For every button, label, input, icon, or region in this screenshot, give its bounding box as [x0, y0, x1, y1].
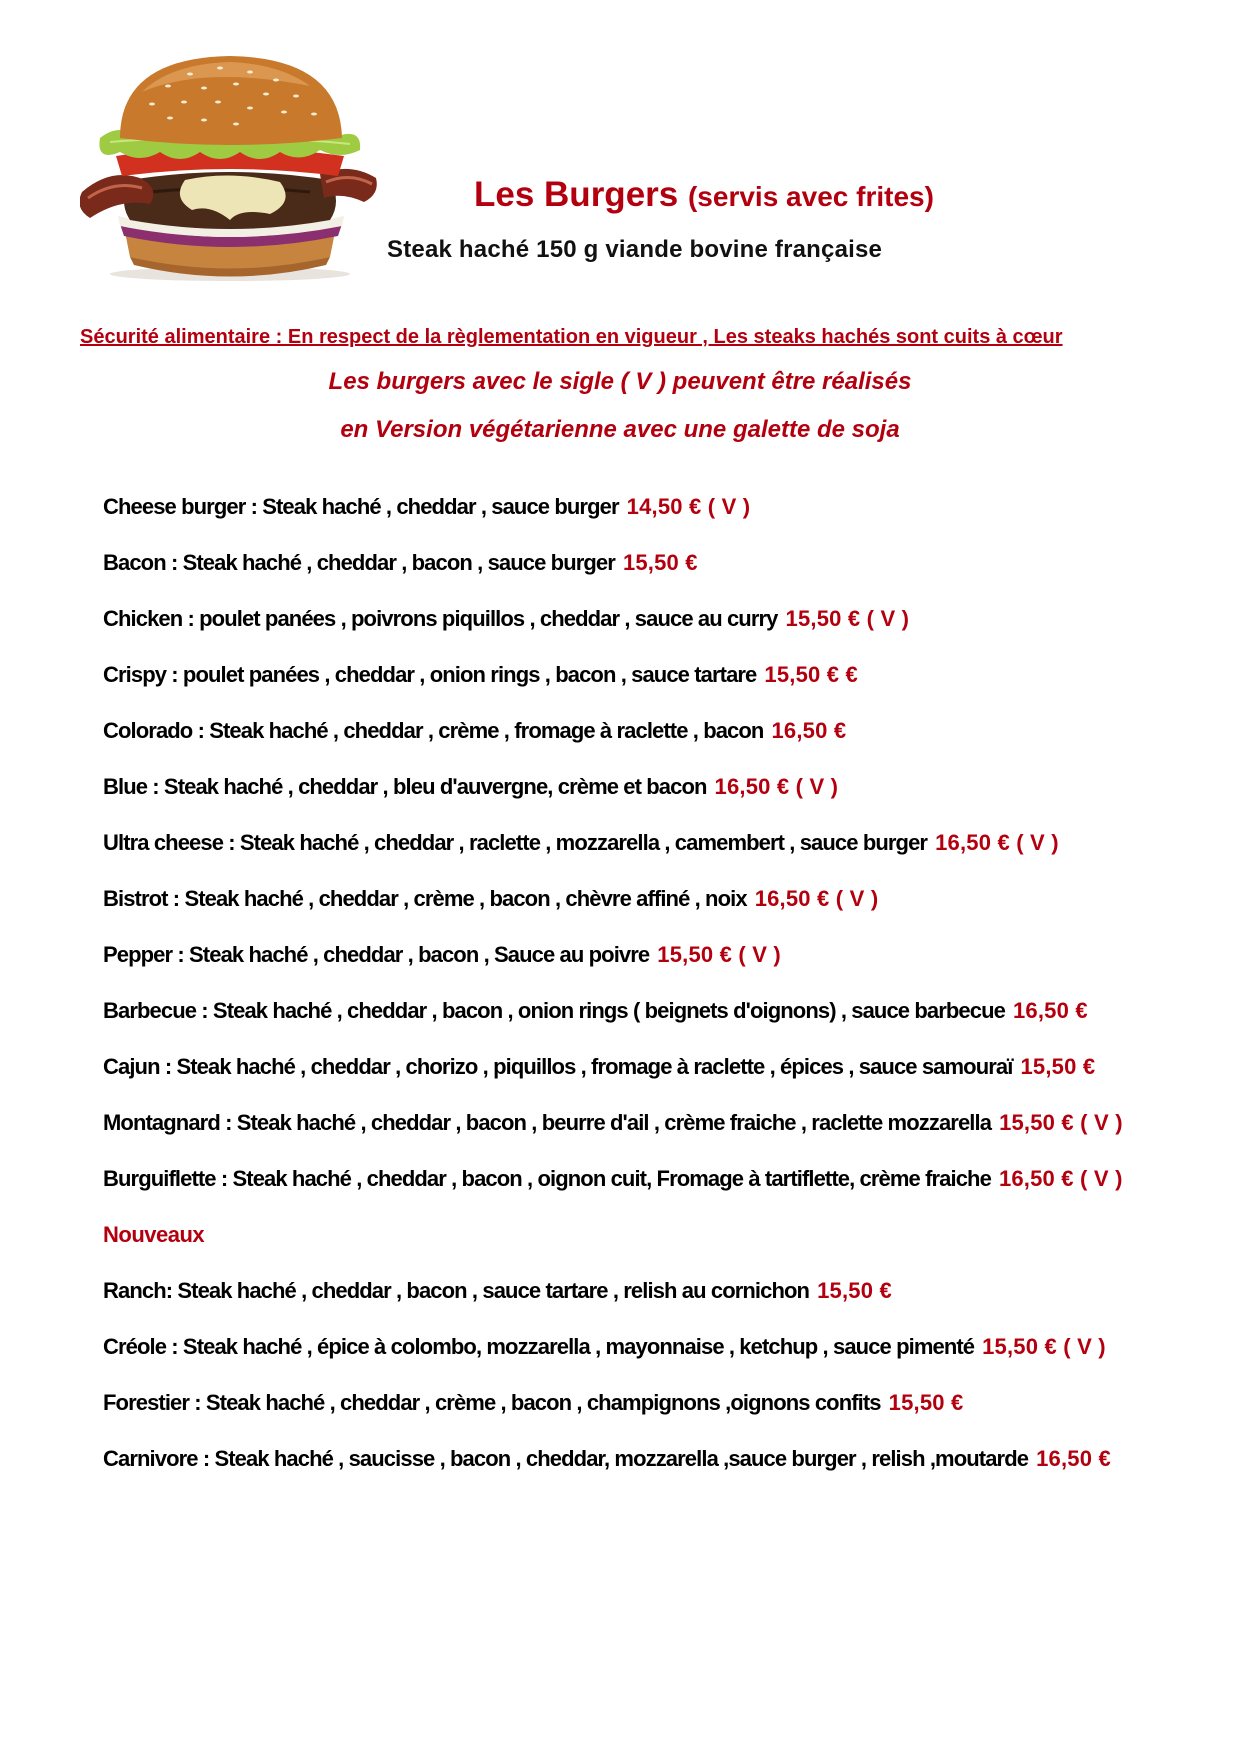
menu-item	[103, 1278, 892, 1304]
menu-item	[103, 718, 846, 744]
food-safety-notice: Sécurité alimentaire : En respect de la règlementation en vigueur , Les steaks hachés sont cuits à cœur	[80, 326, 1063, 348]
menu-item	[103, 1054, 1095, 1080]
menu-item-description: Burguiflette : Steak haché , cheddar , bacon , oignon cuit, Fromage à tartiflette, crème fraiche	[103, 1166, 991, 1191]
menu-item-price: 16,50 €	[1036, 1446, 1111, 1471]
menu-item	[103, 1334, 1106, 1360]
menu-item-description: Barbecue : Steak haché , cheddar , bacon , onion rings ( beignets d'oignons) , sauce barbecue	[103, 998, 1005, 1023]
menu-item-description: Ultra cheese : Steak haché , cheddar , raclette , mozzarella , camembert , sauce burger	[103, 830, 928, 855]
menu-item-description: Crispy : poulet panées , cheddar , onion rings , bacon , sauce tartare	[103, 662, 757, 687]
menu-item-price: 16,50 € ( V )	[714, 774, 839, 799]
menu-item-price: 16,50 € ( V )	[998, 1166, 1123, 1191]
menu-item-description: Pepper : Steak haché , cheddar , bacon , Sauce au poivre	[103, 942, 650, 967]
menu-item	[103, 494, 750, 520]
menu-item-description: Carnivore : Steak haché , saucisse , bacon , cheddar, mozzarella ,sauce burger , relish ,moutarde	[103, 1446, 1029, 1471]
menu-item-description: Montagnard : Steak haché , cheddar , bacon , beurre d'ail , crème fraiche , raclette mozzarella	[103, 1110, 992, 1135]
menu-item-description: Forestier : Steak haché , cheddar , crème , bacon , champignons ,oignons confits	[103, 1390, 881, 1415]
title-note: (servis avec frites)	[687, 181, 934, 212]
menu-item-description: Blue : Steak haché , cheddar , bleu d'auvergne, crème et bacon	[103, 774, 707, 799]
menu-item	[103, 830, 1059, 856]
menu-item-price: 16,50 €	[771, 718, 847, 743]
menu-item-price: 15,50 € ( V )	[657, 942, 781, 967]
menu-item-description: Ranch: Steak haché , cheddar , bacon , sauce tartare , relish au cornichon	[103, 1278, 810, 1303]
menu-item-description: Cheese burger : Steak haché , cheddar , sauce burger	[103, 494, 619, 519]
menu-item-price: 15,50 €	[888, 1390, 964, 1415]
menu-item	[103, 998, 1088, 1024]
menu-item-price: 16,50 € ( V )	[754, 886, 879, 911]
menu-item-price: 15,50 €	[817, 1278, 892, 1303]
menu-item	[103, 886, 878, 912]
vegetarian-note-line2: en Version végétarienne avec une galette de soja	[340, 416, 900, 443]
menu-item-description: Cajun : Steak haché , cheddar , chorizo , piquillos , fromage à raclette , épices , sauce samouraï	[103, 1054, 1013, 1079]
steak-subtitle: Steak haché 150 g viande bovine française	[387, 236, 883, 263]
menu-item	[103, 1166, 1123, 1192]
new-items-heading: Nouveaux	[103, 1222, 205, 1247]
menu-item	[103, 942, 781, 968]
menu-item-price: 16,50 €	[1012, 998, 1088, 1023]
menu-item	[103, 1390, 963, 1416]
menu-item-description: Bistrot : Steak haché , cheddar , crème , bacon , chèvre affiné , noix	[103, 886, 747, 911]
menu-item-price: 15,50 €	[622, 550, 698, 575]
menu-title	[474, 176, 934, 215]
menu-item-description: Créole : Steak haché , épice à colombo, mozzarella , mayonnaise , ketchup , sauce pimenté	[103, 1334, 975, 1359]
menu-item-price: 15,50 € ( V )	[785, 606, 910, 631]
title-main: Les Burgers	[474, 175, 679, 214]
menu-item	[103, 1446, 1111, 1472]
menu-item	[103, 550, 698, 576]
menu-item-price: 15,50 € €	[764, 662, 858, 687]
menu-item-description: Chicken : poulet panées , poivrons piquillos , cheddar , sauce au curry	[103, 606, 778, 631]
menu-item-price: 15,50 €	[1020, 1054, 1096, 1079]
vegetarian-note-line1: Les burgers avec le sigle ( V ) peuvent être réalisés	[328, 368, 912, 395]
burger-illustration	[80, 52, 380, 282]
menu-item-price: 16,50 € ( V )	[935, 830, 1059, 855]
menu-item	[103, 662, 858, 688]
menu-item	[103, 606, 909, 632]
menu-item-price: 14,50 € ( V )	[626, 494, 751, 519]
menu-item-description: Bacon : Steak haché , cheddar , bacon , sauce burger	[103, 550, 615, 575]
menu-item	[103, 1110, 1123, 1136]
menu-item-description: Colorado : Steak haché , cheddar , crème , fromage à raclette , bacon	[103, 718, 764, 743]
menu-item	[103, 774, 838, 800]
menu-item-price: 15,50 € ( V )	[999, 1110, 1123, 1135]
menu-item-price: 15,50 € ( V )	[982, 1334, 1106, 1359]
